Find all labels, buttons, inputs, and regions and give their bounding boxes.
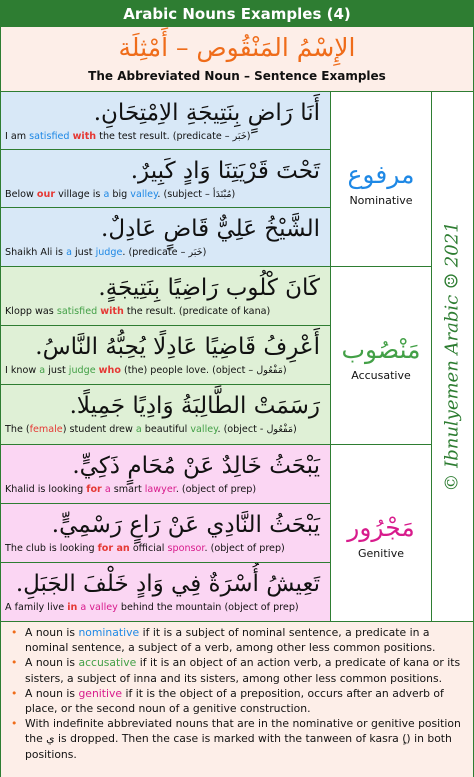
text-segment: behind the mountain (object of prep) <box>117 602 299 613</box>
text-segment: ) student drew <box>62 424 136 435</box>
example-english <box>1 188 330 202</box>
example-row <box>1 149 331 207</box>
text-segment: valley <box>190 424 218 435</box>
text-segment: smart <box>110 484 145 495</box>
case-arabic: مَنْصُوب <box>341 335 421 364</box>
text-segment: . (predicate – خَبَر) <box>122 247 207 258</box>
text-segment: sponsor <box>167 543 205 554</box>
text-segment: the result. (predicate of kana) <box>123 306 271 317</box>
text-segment: a <box>103 189 110 200</box>
text-segment: the test result. (predicate – خَبَر) <box>96 131 251 142</box>
case-arabic: مَجْرُور <box>347 513 415 542</box>
case-genitive <box>331 444 431 621</box>
example-english <box>1 423 330 437</box>
text-segment: with <box>72 131 97 142</box>
example-arabic: تَحْتَ قَرْيَتِنَا وَادٍ كَبِيرٌ. <box>130 158 320 184</box>
text-segment: genitive <box>78 686 123 700</box>
side-credit <box>431 91 473 621</box>
example-english <box>1 542 330 556</box>
example-row <box>1 562 331 621</box>
text-segment: a <box>104 484 111 495</box>
page-title: Arabic Nouns Examples (4) <box>1 1 473 27</box>
text-segment: Klopp was <box>5 306 57 317</box>
example-row <box>1 444 331 503</box>
heading-block <box>1 27 473 91</box>
text-segment: a valley <box>80 602 118 613</box>
text-segment: The club is looking <box>5 543 98 554</box>
example-english <box>1 364 330 378</box>
example-arabic: يَبْحَثُ النَّادِي عَنْ رَاعٍ رَسْمِيٍّ. <box>51 512 320 538</box>
text-segment: . (subject – مُبْتَدَأ) <box>157 189 236 200</box>
text-segment: nominative <box>78 626 140 639</box>
example-row <box>1 325 331 384</box>
example-row <box>1 384 331 444</box>
text-segment: a <box>39 365 46 376</box>
case-accusative <box>331 266 431 444</box>
text-segment: for <box>86 484 102 495</box>
text-segment: . (object - مَفْعُول) <box>217 424 297 435</box>
text-segment: A noun is <box>25 626 79 639</box>
example-english <box>1 483 330 497</box>
text-segment: if it is a subject of nominal sentence, a predicate in a nominal sentence, a subject of a verb, among other less common positions. <box>25 626 436 655</box>
example-english <box>1 130 330 144</box>
text-segment: female <box>29 424 63 435</box>
case-english: Nominative <box>349 194 413 207</box>
note-item <box>11 716 467 762</box>
text-segment: . (object of prep) <box>204 543 285 554</box>
text-segment: Khalid is looking <box>5 484 87 495</box>
text-segment: if it is the object of a preposition, occurs after an adverb of place, or the second noun of a genitive construction. <box>25 686 444 716</box>
side-credit-text: © Ibnulyemen Arabic ☺ 2021 <box>442 221 463 492</box>
notes-block <box>1 621 473 777</box>
text-segment: A family live <box>5 602 68 613</box>
text-segment: I know <box>5 365 40 376</box>
text-segment: our <box>36 189 56 200</box>
example-row <box>1 266 331 325</box>
text-segment: just <box>45 365 69 376</box>
text-segment: accusative <box>78 656 137 670</box>
bullet-icon: • <box>11 717 18 731</box>
examples-list <box>1 91 331 621</box>
case-arabic: مرفوع <box>347 160 415 189</box>
example-arabic: أَنَا رَاضٍ بِنَتِيجَةِ الاِمْتِحَانِ. <box>93 100 320 126</box>
example-row <box>1 503 331 562</box>
text-segment: village is <box>55 189 104 200</box>
text-segment: I am <box>5 131 30 142</box>
text-segment: a <box>66 247 72 258</box>
example-arabic: أَعْرِفُ قَاضِيًا عَادِلًا يُحِبُّهُ النَّاسُ. <box>35 334 320 360</box>
note-item <box>11 625 467 655</box>
text-segment: satisfied <box>29 131 70 142</box>
text-segment: if it is an object of an action verb, a predicate of kana or its sisters, a subject of inna and its sisters, among other less common positions. <box>25 656 461 685</box>
text-segment: beautiful <box>141 424 191 435</box>
bullet-icon: • <box>11 686 18 700</box>
text-segment: satisfied <box>56 306 98 317</box>
text-segment: who <box>98 365 121 376</box>
text-segment: judge <box>95 247 123 258</box>
example-arabic: رَسَمَتْ الطَّالِبَةُ وَادِيًا جَمِيلًا. <box>69 393 320 419</box>
example-arabic: الشَّيْخُ عَلِيٌّ قَاضٍ عَادِلٌ. <box>101 216 320 242</box>
example-english <box>1 305 330 319</box>
text-segment: for an <box>97 543 130 554</box>
text-segment: with <box>100 306 124 317</box>
text-segment: big <box>109 189 131 200</box>
example-english <box>1 601 330 615</box>
text-segment: lawyer <box>144 484 176 495</box>
text-segment: Below <box>5 189 37 200</box>
bullet-icon: • <box>11 656 18 670</box>
example-arabic: تَعِيشُ أُسْرَةٌ فِي وَادٍ خَلْفَ الجَبَلِ. <box>15 571 320 597</box>
text-segment: The ( <box>5 424 30 435</box>
text-segment: With indefinite abbreviated nouns that are in the nominative or genitive position the ي is dropped. Then the case is marked with the tanween of kasra (ٍ) in both positions. <box>25 717 461 761</box>
example-arabic: كَانَ كْلُوب رَاضِيًا بِنَتِيجَةٍ. <box>98 275 320 301</box>
example-english <box>1 246 330 260</box>
bullet-icon: • <box>11 626 18 639</box>
text-segment: valley <box>130 189 158 200</box>
case-nominative <box>331 91 431 266</box>
text-segment: official <box>129 543 168 554</box>
text-segment: . (object of prep) <box>175 484 257 495</box>
example-arabic: يَبْحَثُ خَالِدٌ عَنْ مُحَامٍ ذَكِيٍّ. <box>72 453 320 479</box>
text-segment: A noun is <box>25 656 79 670</box>
text-segment: judge <box>68 365 96 376</box>
heading-subtitle: The Abbreviated Noun – Sentence Examples <box>88 69 386 83</box>
case-english: Accusative <box>351 369 411 382</box>
text-segment: A noun is <box>25 686 79 700</box>
text-segment: Shaikh Ali is <box>5 247 67 258</box>
text-segment: (the) people love. (object – مَفْعُول) <box>120 365 287 376</box>
note-item <box>11 686 467 716</box>
example-row <box>1 91 331 149</box>
example-row <box>1 207 331 266</box>
text-segment: in <box>67 602 78 613</box>
heading-arabic: الإِسْمُ المَنْقُوص – أَمْثِلَة <box>118 33 356 62</box>
text-segment: just <box>71 247 96 258</box>
case-english: Genitive <box>358 547 404 560</box>
note-item <box>11 655 467 685</box>
text-segment: a <box>135 424 142 435</box>
